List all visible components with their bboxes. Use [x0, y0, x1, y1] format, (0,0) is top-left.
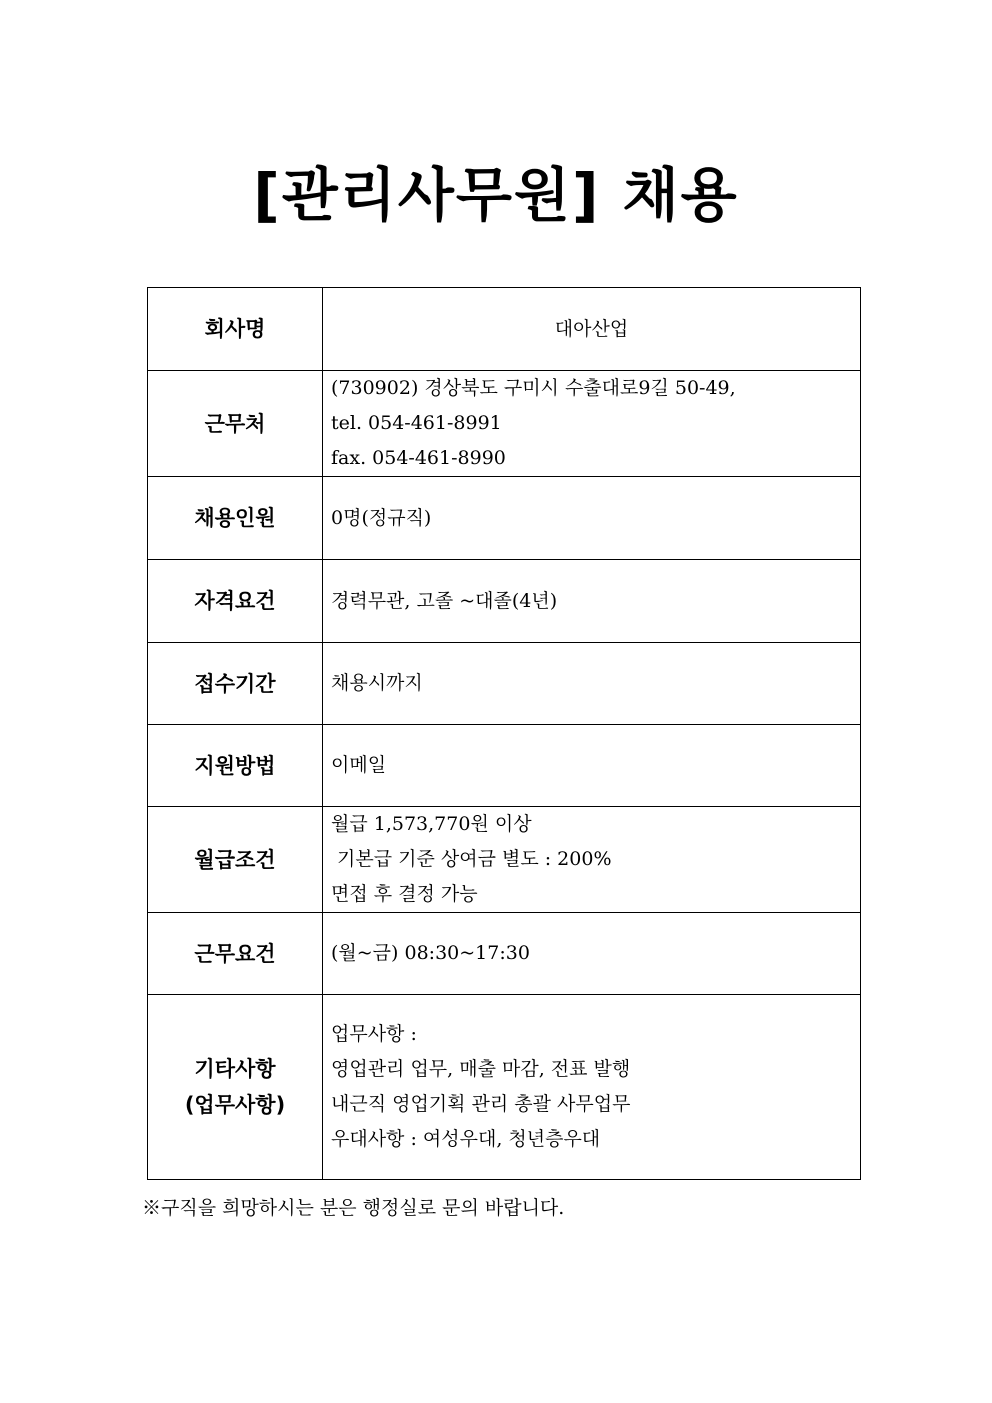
- table-row-application-method: [148, 725, 861, 807]
- row-value-company: [323, 288, 861, 371]
- row-value-application-period: [323, 643, 861, 725]
- table-row-work-hours: [148, 913, 861, 995]
- label-line: (업무사항): [184, 1093, 286, 1117]
- row-value-workplace: [323, 371, 861, 477]
- row-value-qualification: [323, 560, 861, 643]
- row-value-headcount: [323, 477, 861, 560]
- table-row-company: [148, 288, 861, 371]
- row-label-salary: 월급조건: [148, 807, 323, 913]
- table-row-other: [148, 995, 861, 1180]
- table-row-headcount: [148, 477, 861, 560]
- footnote: ※구직을 희망하시는 분은 행정실로 문의 바랍니다.: [142, 1197, 565, 1219]
- table-row-workplace: [148, 371, 861, 477]
- value-line: 월급 1,573,770원 이상: [331, 813, 532, 835]
- row-value-application-method: [323, 725, 861, 807]
- row-label-company: 회사명: [148, 288, 323, 371]
- row-value-other: [323, 995, 861, 1180]
- value-line-fax: fax. 054-461-8990: [331, 447, 506, 469]
- value-line: (월~금) 08:30~17:30: [331, 942, 530, 964]
- row-value-work-hours: [323, 913, 861, 995]
- value-line: 0명(정규직): [331, 506, 432, 529]
- value-line-address: (730902) 경상북도 구미시 수출대로9길 50-49,: [331, 377, 736, 399]
- row-label-headcount: 채용인원: [148, 477, 323, 560]
- table-row-application-period: [148, 643, 861, 725]
- value-line: 영업관리 업무, 매출 마감, 전표 발행: [331, 1058, 631, 1080]
- table-row-qualification: [148, 560, 861, 643]
- row-label-work-hours: 근무요건: [148, 913, 323, 995]
- row-value-salary: [323, 807, 861, 913]
- page-title: [관리사무원] 채용: [253, 161, 739, 229]
- value-line: 이메일: [331, 754, 387, 776]
- value-line: 대아산업: [554, 317, 629, 340]
- row-label-qualification: 자격요건: [148, 560, 323, 643]
- table-row-salary: [148, 807, 861, 913]
- value-line: 면접 후 결정 가능: [331, 883, 478, 905]
- row-label-workplace: 근무처: [148, 371, 323, 477]
- value-line: 업무사항 :: [331, 1023, 417, 1045]
- value-line: 채용시까지: [331, 672, 423, 694]
- value-line: 경력무관, 고졸 ~대졸(4년): [331, 589, 558, 612]
- value-line: 우대사항 : 여성우대, 청년층우대: [331, 1128, 601, 1150]
- value-line: 기본급 기준 상여금 별도 : 200%: [331, 848, 612, 870]
- row-label-other: [148, 995, 323, 1180]
- value-line-tel: tel. 054-461-8991: [331, 412, 502, 434]
- label-line: 기타사항: [194, 1057, 276, 1081]
- recruitment-info-table: [147, 287, 861, 1180]
- row-label-application-period: 접수기간: [148, 643, 323, 725]
- value-line: 내근직 영업기획 관리 총괄 사무업무: [331, 1093, 631, 1115]
- row-label-application-method: 지원방법: [148, 725, 323, 807]
